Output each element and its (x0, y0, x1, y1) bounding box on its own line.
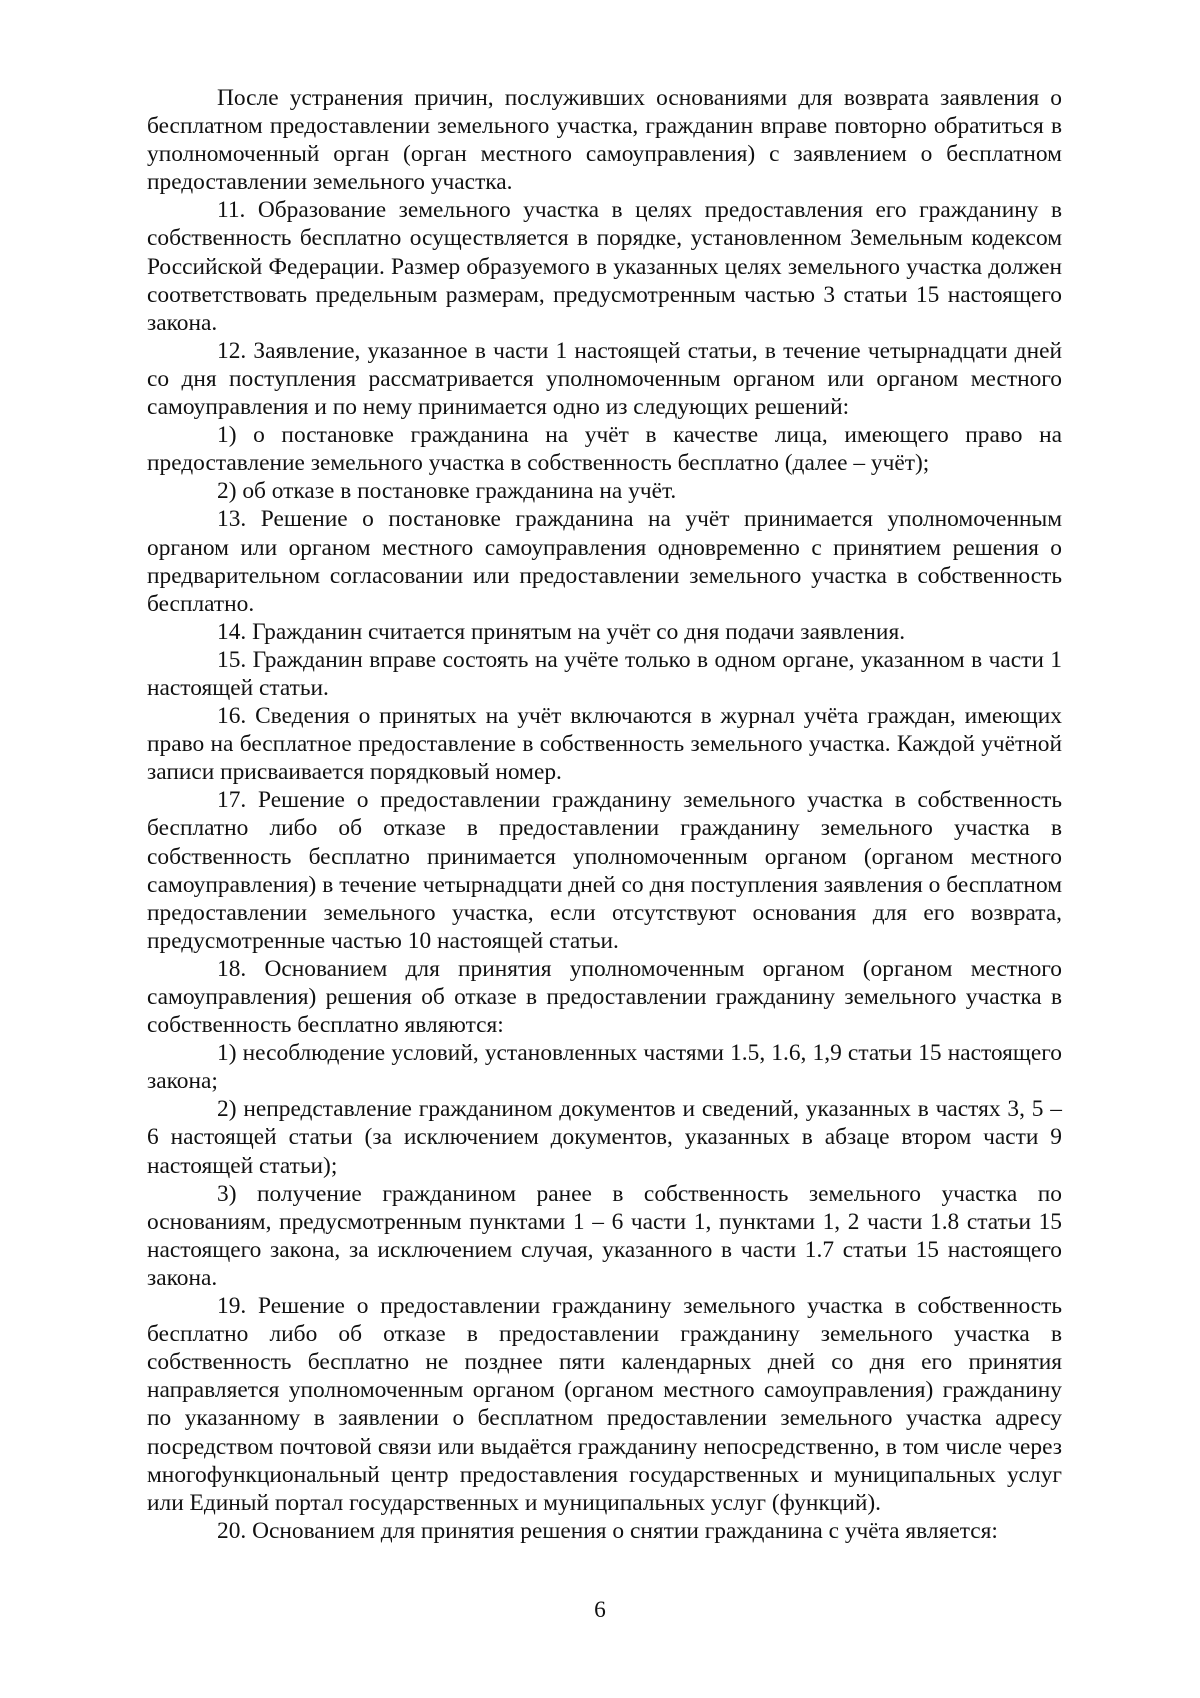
paragraph-15-single-authority: 15. Гражданин вправе состоять на учёте только в одном органе, указанном в части 1 настоящей статьи. (147, 646, 1062, 701)
paragraph-19-decision-delivery: 19. Решение о предоставлении гражданину земельного участка в собственность бесплатно либо об отказе в предоставлении гражданину земельного участка в собственность бесплатно не позднее пяти календарных дней со дня его принятия направляется уполномоченным органом (органом местного самоуправления) гражданину по указанному в заявлении о бесплатном предоставлении земельного участка адресу посредством почтовой связи или выдаётся гражданину непосредственно, в том числе через многофункциональный центр предоставления государственных и муниципальных услуг или Единый портал государственных и муниципальных услуг (функций). (147, 1293, 1062, 1516)
paragraph-return-reapply: После устранения причин, послуживших основаниями для возврата заявления о бесплатном предоставлении земельного участка, гражданин вправе повторно обратиться в уполномоченный орган (орган местного самоуправления) с заявлением о бесплатном предоставлении земельного участка. (147, 85, 1062, 196)
paragraph-12-decision-1: 1) о постановке гражданина на учёт в качестве лица, имеющего право на предоставление земельного участка в собственность бесплатно (далее – учёт); (147, 422, 1062, 477)
paragraph-16-registry-journal: 16. Сведения о принятых на учёт включаются в журнал учёта граждан, имеющих право на бесплатное предоставление в собственность земельного участка. Каждой учётной записи присваивается порядковый номер. (147, 703, 1062, 786)
paragraph-18-refusal-grounds: 18. Основанием для принятия уполномоченным органом (органом местного самоуправления) решения об отказе в предоставлении гражданину земельного участка в собственность бесплатно являются: (147, 955, 1062, 1039)
paragraph-14-registration-date: 14. Гражданин считается принятым на учёт со дня подачи заявления. (217, 618, 906, 645)
paragraph-13-registration-decision: 13. Решение о постановке гражданина на учёт принимается уполномоченным органом или органом местного самоуправления одновременно с принятием решения о предварительном согласовании или предоставлении земельного участка в собственность бесплатно. (147, 506, 1062, 617)
paragraph-17-provision-decision: 17. Решение о предоставлении гражданину земельного участка в собственность бесплатно либо об отказе в предоставлении гражданину земельного участка в собственность бесплатно принимается уполномоченным органом (органом местного самоуправления) в течение четырнадцати дней со дня поступления заявления о бесплатном предоставлении земельного участка, если отсутствуют основания для его возврата, предусмотренные частью 10 настоящей статьи. (147, 787, 1062, 954)
paragraph-18-ground-1: 1) несоблюдение условий, установленных частями 1.5, 1.6, 1,9 статьи 15 настоящего закона; (147, 1040, 1062, 1095)
paragraph-12-application-review: 12. Заявление, указанное в части 1 настоящей статьи, в течение четырнадцати дней со дня поступления рассматривается уполномоченным органом или органом местного самоуправления и по нему принимается одно из следующих решений: (147, 337, 1062, 421)
document-body (147, 84, 1062, 1545)
page-number: 6 (594, 1597, 606, 1623)
paragraph-12-decision-2: 2) об отказе в постановке гражданина на учёт. (217, 478, 677, 505)
paragraph-18-ground-2: 2) непредставление гражданином документов и сведений, указанных в частях 3, 5 – 6 настоящей статьи (за исключением документов, указанных в абзаце втором части 9 настоящей статьи); (147, 1096, 1062, 1179)
paragraph-11-land-formation: 11. Образование земельного участка в целях предоставления его гражданину в собственность бесплатно осуществляется в порядке, установленном Земельным кодексом Российской Федерации. Размер образуемого в указанных целях земельного участка должен соответствовать предельным размерам, предусмотренным частью 3 статьи 15 настоящего закона. (147, 197, 1062, 336)
paragraph-20-deregistration-grounds: 20. Основанием для принятия решения о снятии гражданина с учёта является: (217, 1517, 998, 1544)
paragraph-18-ground-3: 3) получение гражданином ранее в собственность земельного участка по основаниям, предусмотренным пунктами 1 – 6 части 1, пунктами 1, 2 части 1.8 статьи 15 настоящего закона, за исключением случая, указанного в части 1.7 статьи 15 настоящего закона. (147, 1180, 1062, 1291)
